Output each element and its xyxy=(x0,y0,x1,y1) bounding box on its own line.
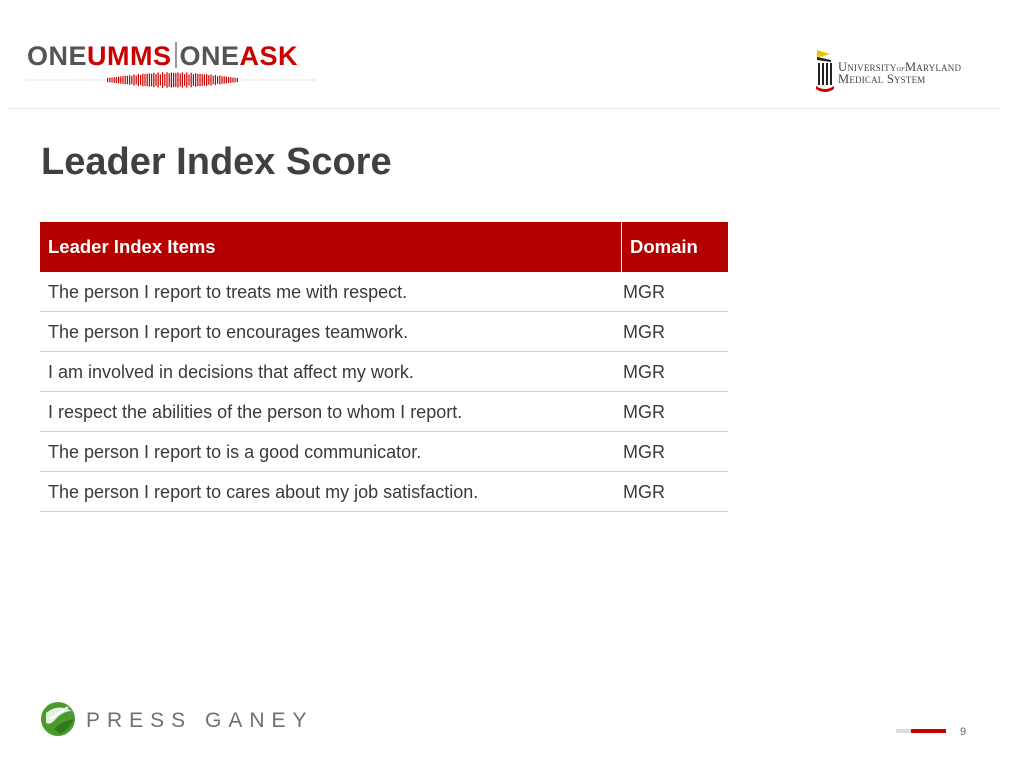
table-row xyxy=(40,472,728,512)
page-title: Leader Index Score xyxy=(41,141,392,183)
row-domain: MGR xyxy=(623,322,665,342)
logo-part-one: ONE xyxy=(27,41,88,71)
row-item: The person I report to is a good communicator. xyxy=(48,442,422,462)
footer-accent-grey xyxy=(896,729,911,733)
umms-wordmark xyxy=(838,62,961,85)
table-row xyxy=(40,272,728,312)
row-item: I respect the abilities of the person to whom I report. xyxy=(48,402,463,422)
row-domain: MGR xyxy=(623,442,665,462)
logo-part-umms: UMMS xyxy=(87,41,172,71)
page-number: 9 xyxy=(960,726,967,738)
footer-accent-red xyxy=(911,729,946,733)
logo-wordmark xyxy=(27,40,298,72)
row-item: The person I report to cares about my job satisfaction. xyxy=(48,482,479,502)
header-divider xyxy=(8,108,1001,109)
row-domain: MGR xyxy=(623,362,665,382)
logo-part-one-2: ONE xyxy=(179,41,240,71)
header-items: Leader Index Items xyxy=(40,222,622,272)
row-domain: MGR xyxy=(623,402,665,422)
umms-building-icon xyxy=(814,48,836,94)
logo-separator xyxy=(175,42,177,68)
umms-of: of xyxy=(896,63,905,73)
oneumms-oneask-logo xyxy=(27,38,327,90)
soundwave-icon xyxy=(27,72,317,88)
logo-part-ask: ASK xyxy=(239,41,299,71)
row-item: The person I report to treats me with respect. xyxy=(48,282,408,302)
press-ganey-logo xyxy=(40,699,340,741)
table-row xyxy=(40,352,728,392)
press-ganey-wordmark: PRESS GANEY xyxy=(86,709,314,732)
umms-logo xyxy=(814,48,984,94)
table-header xyxy=(40,222,728,272)
row-domain: MGR xyxy=(623,282,665,302)
table-row xyxy=(40,312,728,352)
header-domain: Domain xyxy=(630,236,698,257)
umms-university: University xyxy=(838,60,897,74)
row-domain: MGR xyxy=(623,482,665,502)
umms-maryland: Maryland xyxy=(904,60,962,74)
row-item: The person I report to encourages teamwork. xyxy=(48,322,409,342)
row-item: I am involved in decisions that affect my work. xyxy=(48,362,414,382)
table-row xyxy=(40,432,728,472)
press-ganey-globe-icon xyxy=(40,699,78,739)
table-row xyxy=(40,392,728,432)
leader-index-table xyxy=(40,222,728,512)
umms-medical-system: Medical System xyxy=(838,72,926,86)
